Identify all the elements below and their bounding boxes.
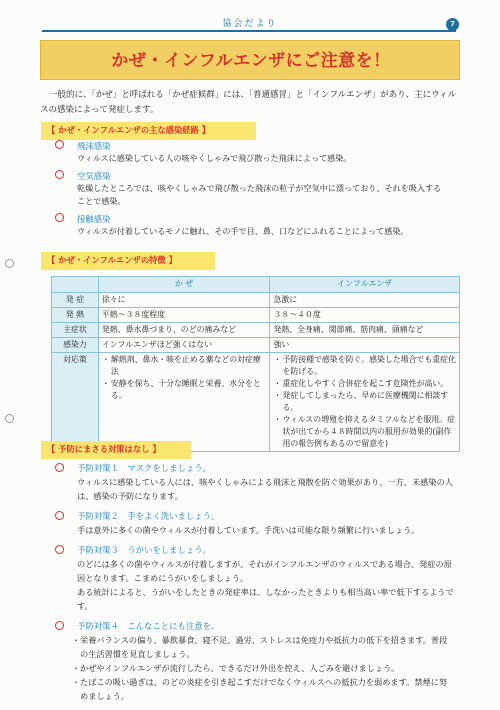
row-label: 発 症 bbox=[52, 293, 99, 308]
title-banner bbox=[40, 40, 460, 80]
table-header-empty bbox=[52, 277, 99, 293]
measure-item bbox=[55, 544, 455, 613]
measure-description: 手は意外に多くの菌やウィルスが付着しています。手洗いは可能な限り頻繁に行いましょう。 bbox=[77, 525, 420, 535]
features-table bbox=[51, 276, 460, 452]
section-heading: 【 予防にまさる対策はなし 】 bbox=[41, 441, 191, 459]
intro-paragraph: 一般的に、「かぜ」と呼ばれる「かぜ症候群」には、「普通感冒」と「インフルエンザ」があり、主にウィルスの感染によって発症します。 bbox=[40, 90, 457, 115]
cold-cell: インフルエンザほど強くはない bbox=[98, 338, 270, 353]
measure-description: ある統計によると、うがいをしたときの発症率は、しなかったときよりも相当高い率で低下するようです。 bbox=[77, 587, 454, 611]
table-row bbox=[52, 293, 460, 308]
flu-cell: ３８～４０度 bbox=[270, 308, 460, 323]
flu-cell: 急激に bbox=[270, 293, 460, 308]
list-item: ・ 解熱剤、鼻水・咳を止める薬などの対症療法 bbox=[102, 354, 267, 378]
list-item: ・ 発症してしまったら、早めに医療機関に相談する。 bbox=[273, 390, 456, 414]
circle-bullet-icon bbox=[55, 140, 64, 149]
route-description: ウィルスに感染している人の咳やくしゃみで飛び散った飛沫によって感染。 bbox=[77, 153, 352, 163]
measure-item bbox=[55, 510, 455, 537]
circle-bullet-icon bbox=[55, 170, 64, 179]
table-row bbox=[52, 308, 460, 323]
circle-bullet-icon bbox=[55, 463, 64, 472]
row-label: 主症状 bbox=[52, 323, 99, 338]
table-header-flu: インフルエンザ bbox=[270, 277, 460, 293]
measure-title: 予防対策３ うがいをしましょう。 bbox=[77, 545, 211, 555]
infection-routes bbox=[55, 140, 445, 243]
measure-title: 予防対策４ こんなことにも注意を。 bbox=[77, 621, 220, 631]
circle-bullet-icon bbox=[55, 545, 64, 554]
route-description: ウィルスが付着しているモノに触れ、その手で目、鼻、口などにふれることによって感染。 bbox=[77, 226, 409, 236]
route-title: 接触感染 bbox=[77, 214, 111, 224]
table-header-cold: か ぜ bbox=[98, 277, 270, 293]
flu-measures-list bbox=[273, 354, 456, 450]
route-title: 空気感染 bbox=[77, 171, 111, 181]
list-item: ・ 予防接種で感染を防ぐ。感染した場合でも重症化を防げる。 bbox=[273, 354, 456, 378]
measure-item bbox=[55, 462, 455, 503]
route-title: 飛沫感染 bbox=[77, 141, 111, 151]
list-item: ・ 安静を保ち、十分な睡眠と栄養、水分をとる。 bbox=[102, 378, 267, 402]
circle-bullet-icon bbox=[55, 511, 64, 520]
binder-hole bbox=[5, 259, 14, 268]
flu-cell bbox=[270, 353, 460, 452]
flu-cell: 強い bbox=[270, 338, 460, 353]
measure-bullets bbox=[72, 633, 455, 703]
measure-title: 予防対策１ マスクをしましょう。 bbox=[77, 463, 211, 473]
row-label: 感染力 bbox=[52, 338, 99, 353]
measure-title: 予防対策２ 手をよく洗いましょう。 bbox=[77, 511, 220, 521]
table-row bbox=[52, 338, 460, 353]
flu-cell: 発熱、全身痛、関節痛、筋肉痛、頭痛など bbox=[270, 323, 460, 338]
row-label: 対応策 bbox=[52, 353, 99, 452]
measure-description: のどには多くの菌やウィルスが付着しますが、それがインフルエンザのウィルスである場合、発症の原因となります。こまめにうがいをしましょう。 bbox=[77, 559, 452, 583]
cold-measures-list bbox=[102, 354, 267, 402]
table-row bbox=[52, 353, 460, 452]
table-row bbox=[52, 323, 460, 338]
row-label: 発 熱 bbox=[52, 308, 99, 323]
list-item: ・ たばこの吸い過ぎは、のどの炎症を引き起こすだけでなくウィルスへの抵抗力を弱めます。禁煙に努めましょう。 bbox=[72, 675, 455, 703]
binder-hole bbox=[5, 414, 14, 423]
measure-description: ウィルスに感染している人には、咳やくしゃみによる飛沫と飛散を防ぐ効果があり、一方、未感染の人は、感染の予防になります。 bbox=[77, 477, 453, 501]
cold-cell bbox=[98, 353, 270, 452]
cold-cell: 徐々に bbox=[98, 293, 270, 308]
page-title: かぜ・インフルエンザにご注意を！ bbox=[111, 51, 391, 71]
measure-item bbox=[55, 620, 455, 703]
page-number: 7 bbox=[446, 18, 459, 31]
list-item: ・ 栄養バランスの偏り、暴飲暴食、寝不足、過労、ストレスは免疫力や抵抗力の低下を招きます。普段の生活習慣を見直しましょう。 bbox=[72, 633, 455, 661]
section-heading: 【 かぜ・インフルエンザの主な感染経路 】 bbox=[41, 122, 256, 140]
circle-bullet-icon bbox=[55, 213, 64, 222]
section-heading: 【 かぜ・インフルエンザの特徴 】 bbox=[41, 252, 215, 270]
prevention-measures bbox=[55, 462, 455, 710]
newsletter-title: 協会だより bbox=[222, 19, 278, 29]
route-item bbox=[55, 140, 445, 165]
route-item bbox=[55, 170, 445, 208]
list-item: ・ 重症化しやすく合併症を起こす危険性が高い。 bbox=[273, 378, 456, 390]
cold-cell: 発熱、鼻水鼻づまり、のどの痛みなど bbox=[98, 323, 270, 338]
route-item bbox=[55, 213, 445, 238]
route-description: 乾燥したところでは、咳やくしゃみで飛び散った飛沫の粒子が空気中に漂っており、それを吸入することで感染。 bbox=[77, 183, 442, 206]
list-item: ・ ウィルスの増殖を抑えるタミフルなどを服用。症状が出てから４８時間以内の服用が効果的(副作用の報告例もあるので留意を) bbox=[273, 414, 456, 450]
cold-cell: 平熱～３８度程度 bbox=[98, 308, 270, 323]
list-item: ・ かぜやインフルエンザが流行したら、できるだけ外出を控え、人ごみを避けましょう。 bbox=[72, 661, 455, 675]
circle-bullet-icon bbox=[55, 621, 64, 630]
